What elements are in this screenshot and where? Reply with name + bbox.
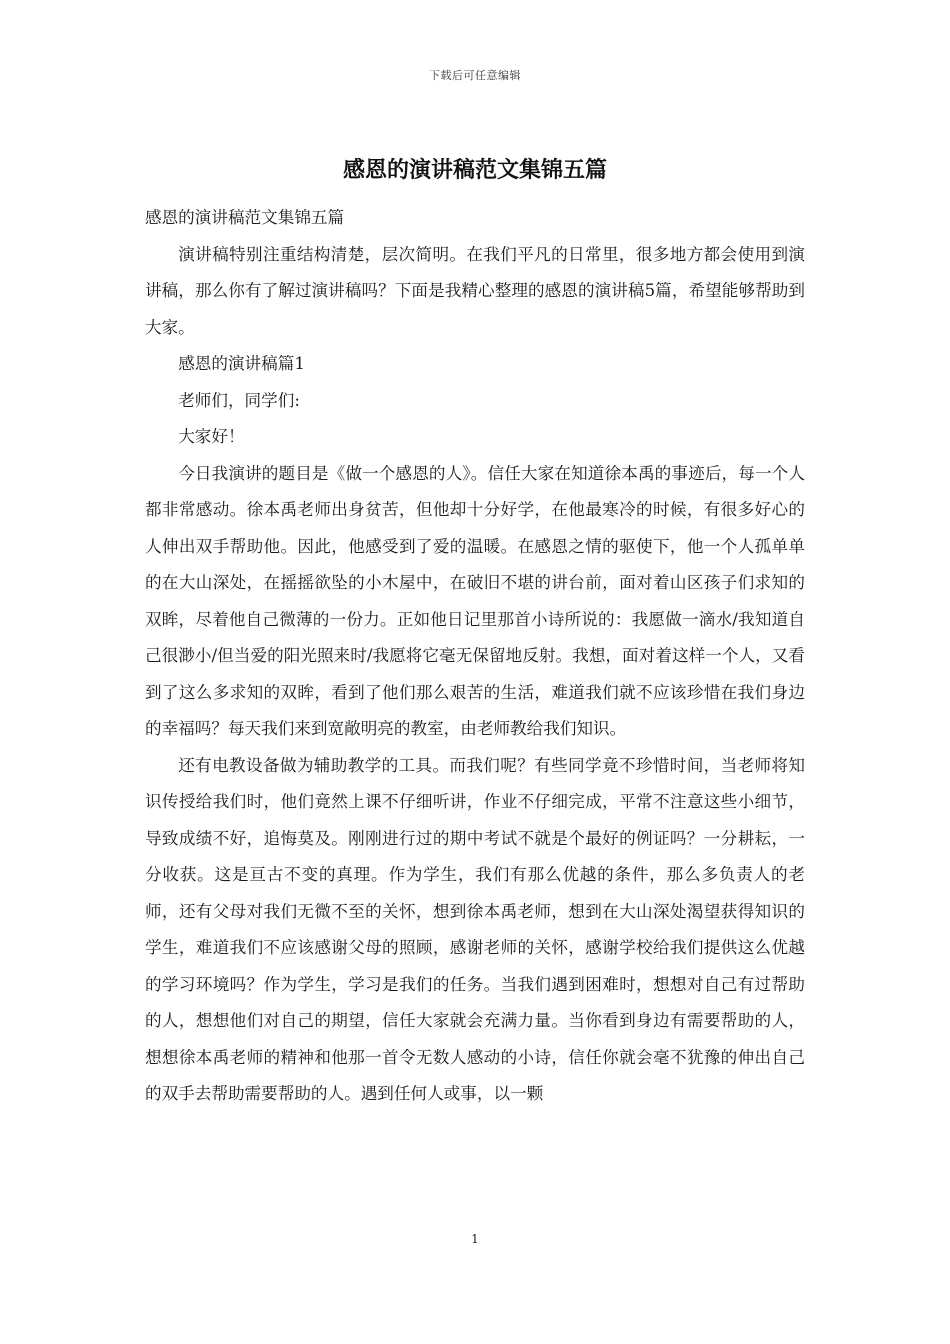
page-header-note: 下载后可任意编辑: [429, 69, 521, 82]
paragraph-salutation: 老师们，同学们:: [178, 390, 300, 410]
paragraph-intro: 演讲稿特别注重结构清楚，层次简明。在我们平凡的日常里，很多地方都会使用到演讲稿，那么你有了解过演讲稿吗？下面是我精心整理的感恩的演讲稿5篇，希望能够帮助到大家。: [145, 244, 805, 337]
document-title: 感恩的演讲稿范文集锦五篇: [342, 157, 607, 183]
paragraph-body-2: 还有电教设备做为辅助教学的工具。而我们呢？有些同学竟不珍惜时间，当老师将知识传授给我们时，他们竟然上课不仔细听讲，作业不仔细完成，平常不注意这些小细节，导致成绩不好，追悔莫及。刚刚进行过的期中考试不就是个最好的例证吗？一分耕耘，一分收获。这是亘古不变的真理。作为学生，我们有那么优越的条件，那么多负责人的老师，还有父母对我们无微不至的关怀，想到徐本禹老师，想到在大山深处渴望获得知识的学生，难道我们不应该感谢父母的照顾，感谢老师的关怀，感谢学校给我们提供这么优越的学习环境吗？作为学生，学习是我们的任务。当我们遇到困难时，想想对自己有过帮助的人，想想他们对自己的期望，信任大家就会充满力量。当你看到身边有需要帮助的人，想想徐本禹老师的精神和他那一首令无数人感动的小诗，信任你就会毫不犹豫的伸出自己的双手去帮助需要帮助的人。遇到任何人或事，以一颗: [145, 755, 805, 1103]
document-body: [145, 200, 805, 1113]
section-heading: 感恩的演讲稿篇1: [178, 354, 305, 373]
paragraph-greeting: 大家好！: [178, 427, 245, 446]
page-number: 1: [471, 1232, 479, 1246]
paragraph-subtitle: 感恩的演讲稿范文集锦五篇: [145, 208, 345, 227]
paragraph-body-1: 今日我演讲的题目是《做一个感恩的人》。信任大家在知道徐本禹的事迹后，每一个人都非常感动。徐本禹老师出身贫苦，但他却十分好学，在他最寒冷的时候，有很多好心的人伸出双手帮助他。因此，他感受到了爱的温暖。在感恩之情的驱使下，他一个人孤单单的在大山深处，在摇摇欲坠的小木屋中，在破旧不堪的讲台前，面对着山区孩子们求知的双眸，尽着他自己微薄的一份力。正如他日记里那首小诗所说的：我愿做一滴水/我知道自己很渺小/但当爱的阳光照来时/我愿将它毫无保留地反射。我想，面对着这样一个人，又看到了这么多求知的双眸，看到了他们那么艰苦的生活，难道我们就不应该珍惜在我们身边的幸福吗？每天我们来到宽敞明亮的教室，由老师教给我们知识。: [145, 463, 805, 738]
